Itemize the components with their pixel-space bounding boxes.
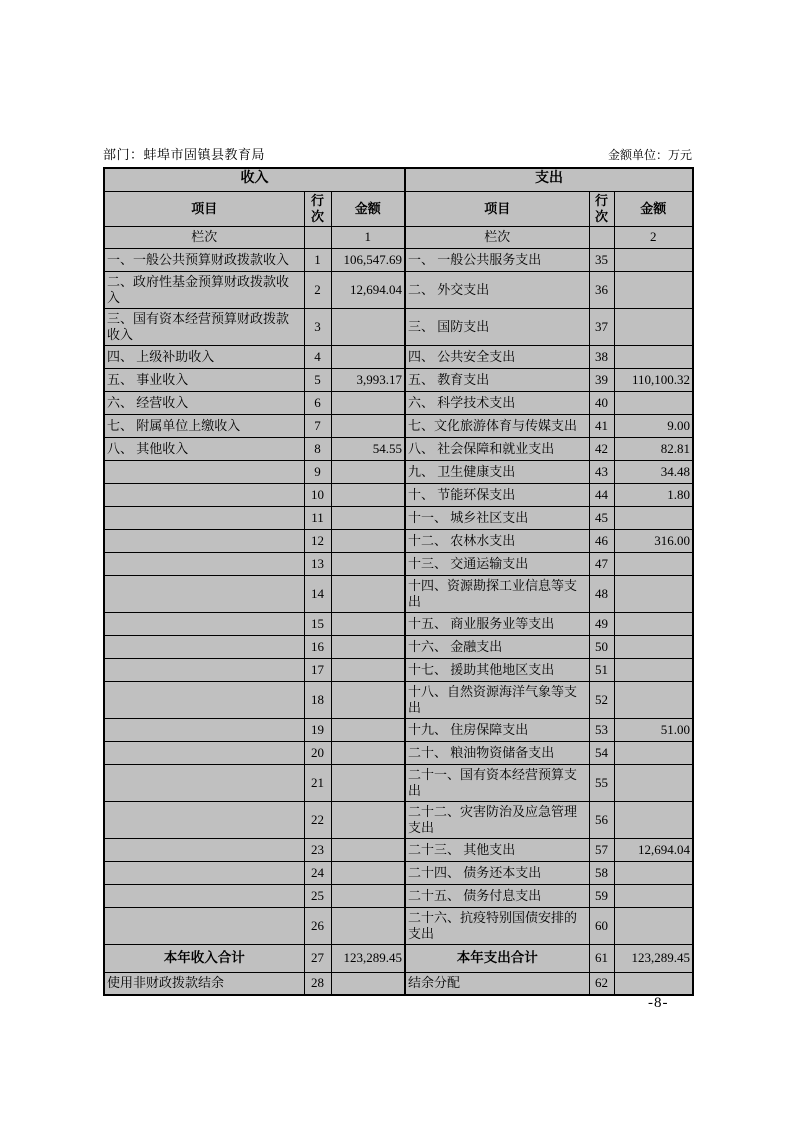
income-line-cell: 10 <box>304 483 331 506</box>
expense-line-cell: 35 <box>589 248 614 271</box>
expense-line-cell: 49 <box>589 612 614 635</box>
expense-amount-cell <box>614 391 693 414</box>
income-amount-cell <box>331 658 405 681</box>
income-amount-cell <box>331 345 405 368</box>
income-item-cell <box>104 658 304 681</box>
income-item-cell: 四、 上级补助收入 <box>104 345 304 368</box>
expense-line-cell: 45 <box>589 506 614 529</box>
income-amount-cell <box>331 460 405 483</box>
expense-amount-cell <box>614 764 693 801</box>
income-amount-cell <box>331 861 405 884</box>
income-item-cell <box>104 838 304 861</box>
income-last-label: 使用非财政拨款结余 <box>104 972 304 995</box>
income-amount-cell: 54.55 <box>331 437 405 460</box>
expense-amount-cell <box>614 907 693 944</box>
income-line-cell: 17 <box>304 658 331 681</box>
column-header-row <box>104 191 693 226</box>
income-line-cell: 13 <box>304 552 331 575</box>
income-amount-cell <box>331 552 405 575</box>
expense-lanci-label: 栏次 <box>405 226 589 248</box>
expense-line-cell: 40 <box>589 391 614 414</box>
income-amount-cell <box>331 483 405 506</box>
expense-item-cell: 十四、资源勘探工业信息等支出 <box>405 575 589 612</box>
expense-line-cell: 36 <box>589 271 614 308</box>
table-row <box>104 414 693 437</box>
table-row <box>104 248 693 271</box>
expense-item-cell: 二、 外交支出 <box>405 271 589 308</box>
income-amount-cell: 3,993.17 <box>331 368 405 391</box>
expense-line-cell: 51 <box>589 658 614 681</box>
income-item-cell <box>104 529 304 552</box>
income-line-cell: 20 <box>304 741 331 764</box>
expense-amount-cell: 1.80 <box>614 483 693 506</box>
column-index-row <box>104 226 693 248</box>
income-line-cell: 26 <box>304 907 331 944</box>
expense-line-cell: 48 <box>589 575 614 612</box>
expense-amount-cell <box>614 635 693 658</box>
expense-item-cell: 十二、 农林水支出 <box>405 529 589 552</box>
expense-lanci-line-cell <box>589 226 614 248</box>
expense-total-line: 61 <box>589 944 614 972</box>
expense-item-cell: 六、 科学技术支出 <box>405 391 589 414</box>
expense-item-cell: 二十二、灾害防治及应急管理支出 <box>405 801 589 838</box>
table-row <box>104 681 693 718</box>
expense-amount-cell <box>614 552 693 575</box>
budget-table <box>103 167 694 996</box>
table-row <box>104 838 693 861</box>
table-row <box>104 658 693 681</box>
expense-line-cell: 57 <box>589 838 614 861</box>
expense-item-cell: 四、 公共安全支出 <box>405 345 589 368</box>
expense-item-cell: 十八、自然资源海洋气象等支出 <box>405 681 589 718</box>
table-row <box>104 271 693 308</box>
expense-amount-cell <box>614 861 693 884</box>
income-item-cell <box>104 764 304 801</box>
expense-amount-cell <box>614 271 693 308</box>
expense-amount-cell: 82.81 <box>614 437 693 460</box>
expense-amount-cell <box>614 658 693 681</box>
table-row <box>104 907 693 944</box>
expense-total-label: 本年支出合计 <box>405 944 589 972</box>
expense-amount-cell <box>614 345 693 368</box>
income-item-cell: 七、 附属单位上缴收入 <box>104 414 304 437</box>
income-item-cell: 一、一般公共预算财政拨款收入 <box>104 248 304 271</box>
table-row <box>104 308 693 345</box>
income-line-cell: 1 <box>304 248 331 271</box>
table-row <box>104 575 693 612</box>
table-row <box>104 741 693 764</box>
income-item-cell: 八、 其他收入 <box>104 437 304 460</box>
table-row <box>104 460 693 483</box>
expense-amount-cell <box>614 248 693 271</box>
income-item-cell <box>104 483 304 506</box>
income-total-amount: 123,289.45 <box>331 944 405 972</box>
expense-line-cell: 47 <box>589 552 614 575</box>
income-amount-cell <box>331 575 405 612</box>
income-item-cell <box>104 741 304 764</box>
expense-item-cell: 九、 卫生健康支出 <box>405 460 589 483</box>
income-line-cell: 21 <box>304 764 331 801</box>
income-amount-cell <box>331 612 405 635</box>
expense-amount-cell <box>614 741 693 764</box>
income-line-cell: 2 <box>304 271 331 308</box>
expense-amount-cell: 34.48 <box>614 460 693 483</box>
expense-item-cell: 十五、 商业服务业等支出 <box>405 612 589 635</box>
income-amount-cell <box>331 414 405 437</box>
income-item-cell <box>104 884 304 907</box>
income-item-cell <box>104 506 304 529</box>
income-lanci-label: 栏次 <box>104 226 304 248</box>
last-row <box>104 972 693 995</box>
income-last-amount <box>331 972 405 995</box>
table-row <box>104 635 693 658</box>
expense-amount-cell: 316.00 <box>614 529 693 552</box>
income-line-cell: 9 <box>304 460 331 483</box>
table-row <box>104 764 693 801</box>
expense-last-line: 62 <box>589 972 614 995</box>
expense-item-cell: 二十三、 其他支出 <box>405 838 589 861</box>
expense-item-cell: 三、 国防支出 <box>405 308 589 345</box>
income-total-label: 本年收入合计 <box>104 944 304 972</box>
income-item-cell <box>104 552 304 575</box>
income-line-cell: 25 <box>304 884 331 907</box>
expense-total-amount: 123,289.45 <box>614 944 693 972</box>
income-amount-cell <box>331 635 405 658</box>
expense-line-header: 行次 <box>589 191 614 226</box>
expense-line-cell: 56 <box>589 801 614 838</box>
table-row <box>104 612 693 635</box>
income-last-line: 28 <box>304 972 331 995</box>
expense-line-cell: 43 <box>589 460 614 483</box>
expense-item-cell: 七、文化旅游体育与传媒支出 <box>405 414 589 437</box>
income-amount-cell <box>331 907 405 944</box>
expense-item-cell: 十、 节能环保支出 <box>405 483 589 506</box>
expense-amount-cell <box>614 575 693 612</box>
unit-label: 金额单位：万元 <box>607 148 692 162</box>
income-amount-cell <box>331 838 405 861</box>
expense-line-cell: 44 <box>589 483 614 506</box>
expense-amount-header: 金额 <box>614 191 693 226</box>
expense-line-cell: 60 <box>589 907 614 944</box>
expense-line-cell: 59 <box>589 884 614 907</box>
income-line-cell: 12 <box>304 529 331 552</box>
table-row <box>104 801 693 838</box>
expense-line-cell: 46 <box>589 529 614 552</box>
expense-line-cell: 55 <box>589 764 614 801</box>
income-line-cell: 5 <box>304 368 331 391</box>
income-amount-cell <box>331 764 405 801</box>
income-item-cell <box>104 612 304 635</box>
income-amount-cell: 106,547.69 <box>331 248 405 271</box>
income-line-cell: 23 <box>304 838 331 861</box>
income-line-cell: 15 <box>304 612 331 635</box>
expense-item-cell: 十九、 住房保障支出 <box>405 718 589 741</box>
expense-line-cell: 54 <box>589 741 614 764</box>
income-column-index: 1 <box>331 226 405 248</box>
income-amount-cell <box>331 681 405 718</box>
expense-amount-cell: 12,694.04 <box>614 838 693 861</box>
income-line-cell: 16 <box>304 635 331 658</box>
income-item-cell: 六、 经营收入 <box>104 391 304 414</box>
expense-last-label: 结余分配 <box>405 972 589 995</box>
income-amount-cell <box>331 529 405 552</box>
table-body <box>104 248 693 944</box>
expense-amount-cell <box>614 612 693 635</box>
total-row <box>104 944 693 972</box>
expense-item-cell: 十一、 城乡社区支出 <box>405 506 589 529</box>
income-total-line: 27 <box>304 944 331 972</box>
table-meta <box>103 142 692 163</box>
expense-line-cell: 41 <box>589 414 614 437</box>
income-line-cell: 7 <box>304 414 331 437</box>
expense-line-cell: 58 <box>589 861 614 884</box>
income-line-cell: 24 <box>304 861 331 884</box>
page-number: -8- <box>648 995 669 1011</box>
expense-item-cell: 二十六、抗疫特别国债安排的支出 <box>405 907 589 944</box>
income-item-cell: 二、政府性基金预算财政拨款收入 <box>104 271 304 308</box>
table-row <box>104 391 693 414</box>
expense-section-header: 支出 <box>405 168 693 191</box>
expense-line-cell: 42 <box>589 437 614 460</box>
income-item-cell <box>104 861 304 884</box>
table-row <box>104 345 693 368</box>
income-lanci-line-cell <box>304 226 331 248</box>
income-section-header: 收入 <box>104 168 405 191</box>
expense-line-cell: 50 <box>589 635 614 658</box>
table-row <box>104 483 693 506</box>
expense-line-cell: 37 <box>589 308 614 345</box>
expense-amount-cell: 110,100.32 <box>614 368 693 391</box>
income-item-cell <box>104 681 304 718</box>
income-amount-cell <box>331 308 405 345</box>
income-item-cell: 五、 事业收入 <box>104 368 304 391</box>
expense-item-cell: 十六、 金融支出 <box>405 635 589 658</box>
expense-amount-cell: 9.00 <box>614 414 693 437</box>
expense-item-cell: 一、 一般公共服务支出 <box>405 248 589 271</box>
expense-item-cell: 十七、 援助其他地区支出 <box>405 658 589 681</box>
income-line-cell: 11 <box>304 506 331 529</box>
income-line-cell: 6 <box>304 391 331 414</box>
income-amount-cell <box>331 884 405 907</box>
table-row <box>104 861 693 884</box>
income-line-cell: 3 <box>304 308 331 345</box>
income-item-cell <box>104 460 304 483</box>
expense-column-index: 2 <box>614 226 693 248</box>
income-amount-cell <box>331 741 405 764</box>
expense-item-cell: 五、 教育支出 <box>405 368 589 391</box>
income-line-cell: 19 <box>304 718 331 741</box>
expense-amount-cell <box>614 681 693 718</box>
expense-amount-cell <box>614 801 693 838</box>
expense-item-cell: 二十一、国有资本经营预算支出 <box>405 764 589 801</box>
income-line-cell: 8 <box>304 437 331 460</box>
expense-last-amount <box>614 972 693 995</box>
income-line-cell: 22 <box>304 801 331 838</box>
table-row <box>104 552 693 575</box>
income-line-header: 行次 <box>304 191 331 226</box>
expense-item-cell: 十三、 交通运输支出 <box>405 552 589 575</box>
income-item-cell <box>104 635 304 658</box>
expense-amount-cell <box>614 308 693 345</box>
income-item-header: 项目 <box>104 191 304 226</box>
table-row <box>104 437 693 460</box>
table-row <box>104 884 693 907</box>
income-amount-cell <box>331 801 405 838</box>
department-label: 部门：蚌埠市固镇县教育局 <box>103 147 266 162</box>
expense-line-cell: 38 <box>589 345 614 368</box>
expense-item-cell: 二十五、 债务付息支出 <box>405 884 589 907</box>
income-amount-cell: 12,694.04 <box>331 271 405 308</box>
income-item-cell <box>104 801 304 838</box>
section-header-row <box>104 168 693 191</box>
expense-line-cell: 53 <box>589 718 614 741</box>
expense-line-cell: 39 <box>589 368 614 391</box>
income-line-cell: 4 <box>304 345 331 368</box>
income-item-cell: 三、国有资本经营预算财政拨款收入 <box>104 308 304 345</box>
income-line-cell: 18 <box>304 681 331 718</box>
income-amount-cell <box>331 391 405 414</box>
income-item-cell <box>104 718 304 741</box>
expense-amount-cell: 51.00 <box>614 718 693 741</box>
income-item-cell <box>104 575 304 612</box>
income-amount-cell <box>331 506 405 529</box>
income-amount-cell <box>331 718 405 741</box>
income-line-cell: 14 <box>304 575 331 612</box>
expense-item-cell: 二十、 粮油物资储备支出 <box>405 741 589 764</box>
expense-item-cell: 八、 社会保障和就业支出 <box>405 437 589 460</box>
expense-amount-cell <box>614 506 693 529</box>
table-row <box>104 718 693 741</box>
income-amount-header: 金额 <box>331 191 405 226</box>
expense-line-cell: 52 <box>589 681 614 718</box>
table-row <box>104 529 693 552</box>
table-row <box>104 506 693 529</box>
expense-item-header: 项目 <box>405 191 589 226</box>
income-item-cell <box>104 907 304 944</box>
expense-item-cell: 二十四、 债务还本支出 <box>405 861 589 884</box>
table-row <box>104 368 693 391</box>
expense-amount-cell <box>614 884 693 907</box>
